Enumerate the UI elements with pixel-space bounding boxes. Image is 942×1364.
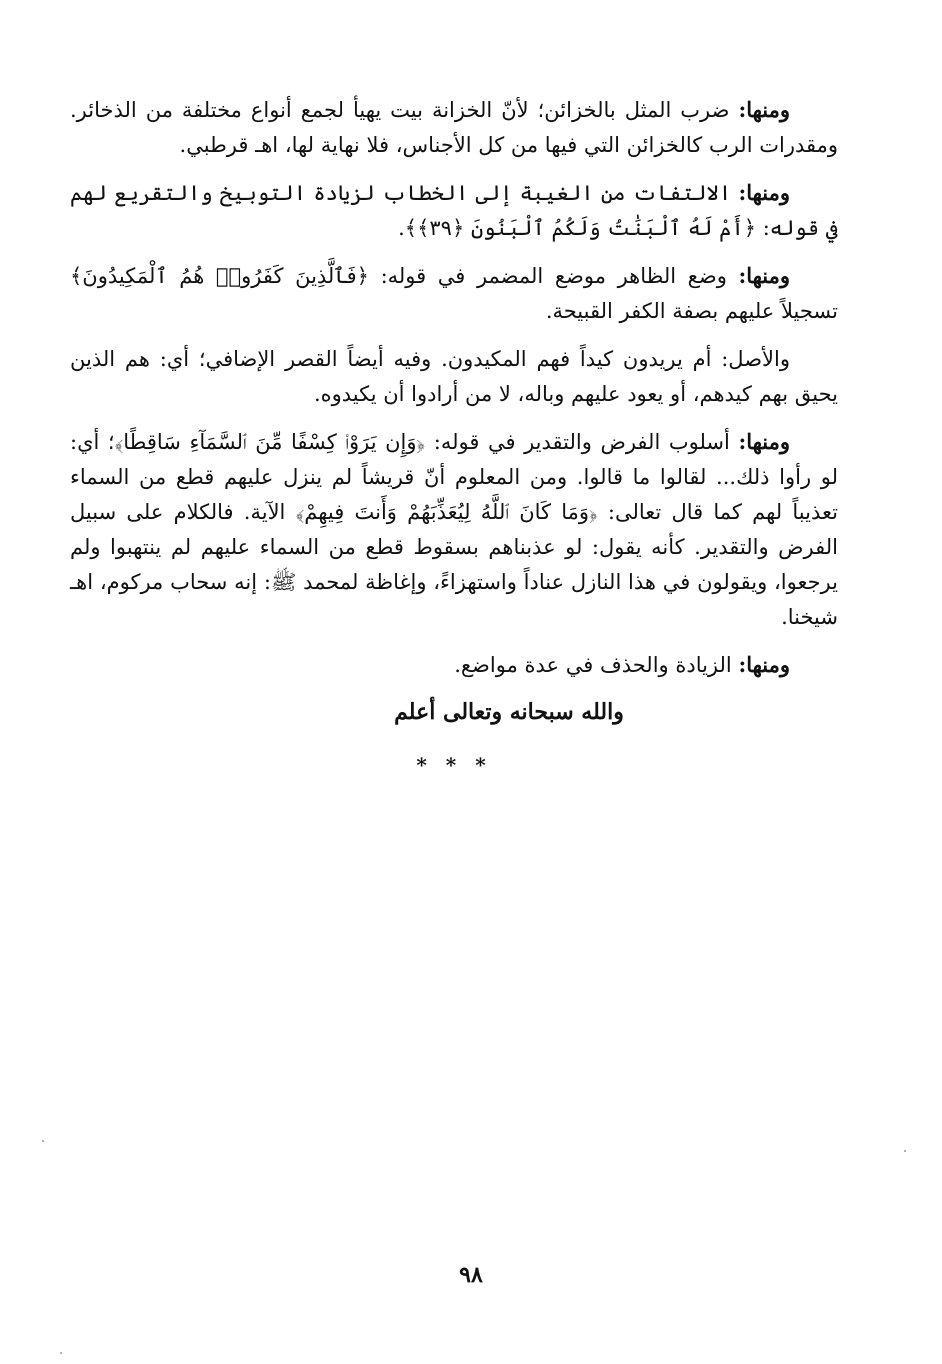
paragraph-2	[70, 175, 838, 246]
paragraph-4	[70, 341, 838, 412]
paragraph-6	[70, 647, 838, 683]
scan-speck	[904, 1150, 906, 1152]
paragraph-lead: ومنها:	[738, 429, 790, 454]
paragraph-lead: ومنها:	[738, 97, 790, 122]
paragraph-5	[70, 424, 838, 635]
paragraph-1	[70, 92, 838, 163]
paragraph-text: ضرب المثل بالخزائن؛ لأنّ الخزانة بيت يهيأ لجمع أنواع مختلفة من الذخائر. ومقدرات الرب كالخزائن التي فيها من كل الأجناس، فلا نهاية لها، اهـ قرطبي.	[70, 98, 838, 157]
page-number: ٩٨	[459, 1262, 483, 1288]
paragraph-lead: ومنها:	[738, 652, 790, 677]
paragraph-lead: ومنها:	[738, 263, 791, 288]
paragraph-3	[70, 258, 838, 329]
section-separator: * * *	[416, 753, 492, 777]
page-body	[70, 92, 838, 783]
paragraph-text: والأصل: أم يريدون كيداً فهم المكيدون. وفيه أيضاً القصر الإضافي؛ أي: هم الذين يحيق بهم كيدهم، أو يعود عليهم وباله، لا من أرادوا أن يكيدوه.	[70, 347, 838, 406]
paragraph-text: وضع الظاهر موضع المضمر في قوله: ﴿فَٱلَّذِينَ كَفَرُوا۟ هُمُ ٱلْمَكِيدُونَ﴾ تسجيلاً عليهم بصفة الكفر القبيحة.	[70, 264, 838, 323]
scan-speck	[60, 1352, 62, 1354]
paragraph-text: أسلوب الفرض والتقدير في قوله: ﴿وَإِن يَرَوْا۟ كِسْفًا مِّنَ ٱلسَّمَآءِ سَاقِطًا﴾؛ أي: لو رأوا ذلك... لقالوا ما قالوا. ومن المعلوم أنّ قريشاً لم ينزل عليهم قطع من السماء تعذيباً لهم كما قال تعالى: ﴿وَمَا كَانَ ٱللَّهُ لِيُعَذِّبَهُمْ وَأَنتَ فِيهِمْ﴾ الآية. فالكلام على سبيل الفرض والتقدير. كأنه يقول: لو عذبناهم بسقوط قطع من السماء عليهم لم ينتهبوا ولم يرجعوا، ويقولون في هذا النازل عناداً واستهزاءً، وإغاظة لمحمد ﷺ: إنه سحاب مركوم، اهـ شيخنا.	[70, 430, 838, 629]
paragraph-text: الالتفات من الغيبة إلى الخطاب لزيادة التوبيخ والتقريع لهم في قوله: ﴿أَمْ لَهُ ٱلْبَنَٰتُ وَلَكُمُ ٱلْبَنُونَ ﴿٣٩﴾﴾.	[70, 181, 838, 240]
closing-phrase: والله سبحانه وتعالى أعلم	[394, 699, 624, 725]
paragraph-text: الزيادة والحذف في عدة مواضع.	[454, 653, 739, 677]
paragraph-lead: ومنها:	[738, 180, 790, 205]
scan-speck	[42, 1140, 44, 1142]
